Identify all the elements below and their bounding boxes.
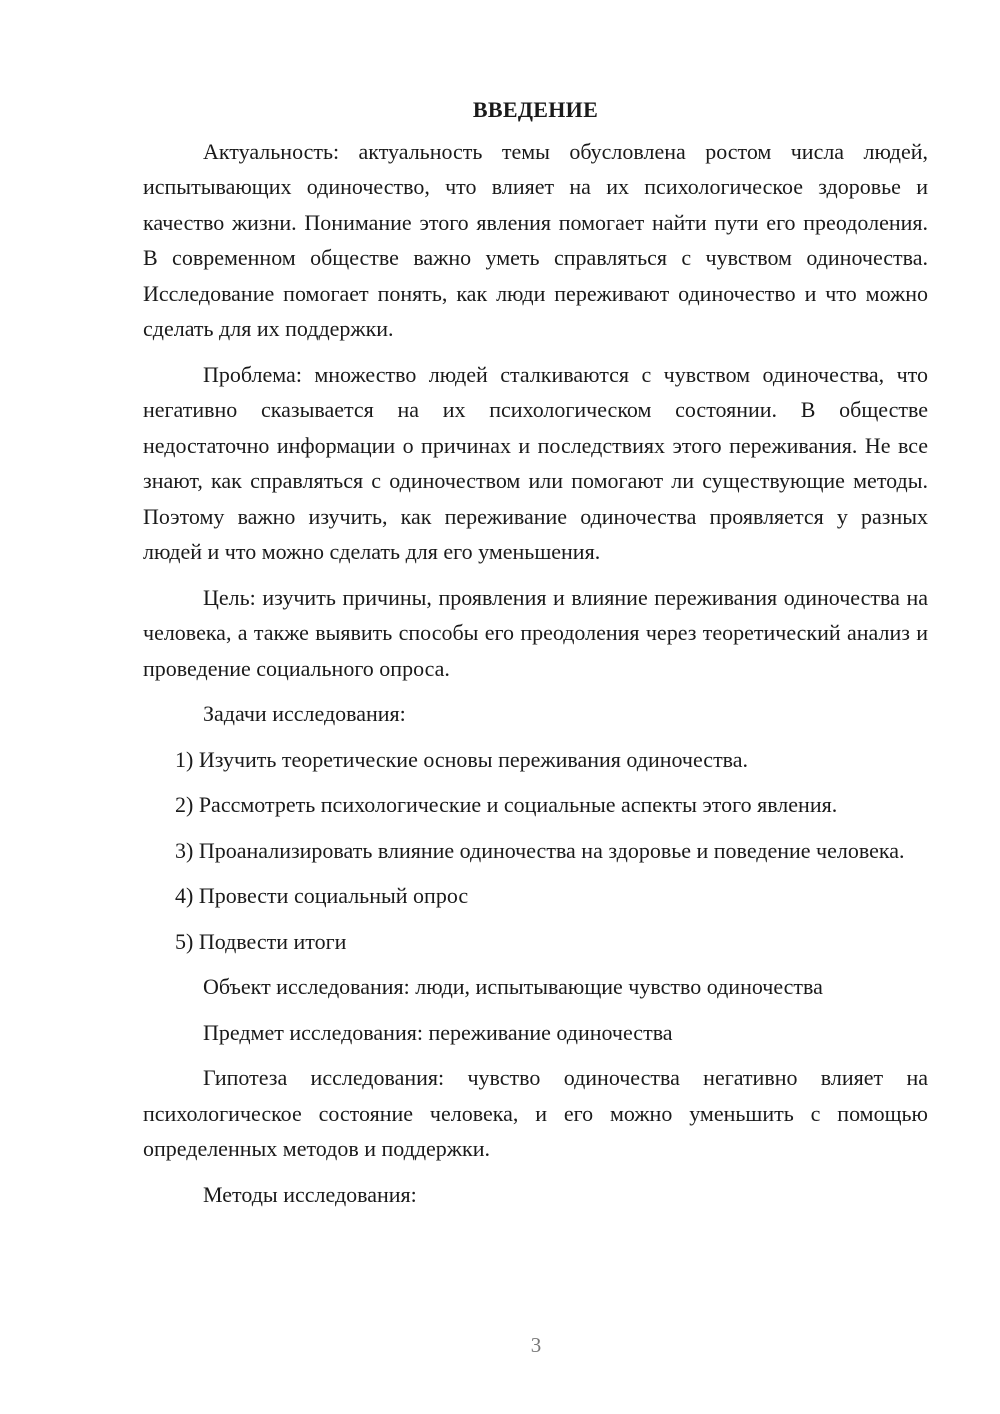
paragraph-object: Объект исследования: люди, испытывающие чувство одиночества (203, 974, 823, 999)
task-item-3: 3) Проанализировать влияние одиночества на здоровье и поведение человека. (175, 837, 905, 863)
task-item-4: 4) Провести социальный опрос (175, 883, 469, 908)
paragraph-hypothesis: Гипотеза исследования: чувство одиночества негативно влияет на психологическое состояние человека, и его можно уменьшить с помощью определенных методов и поддержки. (143, 1065, 928, 1161)
task-item-1: 1) Изучить теоретические основы переживания одиночества. (175, 746, 749, 772)
methods-heading: Методы исследования: (203, 1181, 417, 1207)
paragraph-relevance: Актуальность: актуальность темы обусловлена ростом числа людей, испытывающих одиночество, что влияет на их психологическое здоровье и качество жизни. Понимание этого явления помогает найти пути его преодоления. В современном обществе важно уметь справляться с чувством одиночества. Исследование помогает понять, как люди переживают одиночество и что можно сделать для их поддержки. (143, 138, 928, 341)
document-page (143, 92, 928, 1222)
paragraph-problem: Проблема: множество людей сталкиваются с чувством одиночества, что негативно сказывается на их психологическом состоянии. В обществе недостаточно информации о причинах и последствиях этого переживания. Не все знают, как справляться с одиночеством или помогают ли существующие методы. Поэтому важно изучить, как переживание одиночества проявляется у разных людей и что можно сделать для его уменьшения. (143, 361, 928, 564)
task-item-2: 2) Рассмотреть психологические и социальные аспекты этого явления. (175, 792, 838, 817)
task-item-5: 5) Подвести итоги (175, 928, 347, 954)
page-number: 3 (530, 1333, 542, 1357)
tasks-heading: Задачи исследования: (203, 701, 406, 726)
paragraph-subject: Предмет исследования: переживание одиночества (203, 1019, 673, 1045)
paragraph-goal: Цель: изучить причины, проявления и влияние переживания одиночества на человека, а также выявить способы его преодоления через теоретический анализ и проведение социального опроса. (143, 584, 928, 681)
section-title: ВВЕДЕНИЕ (472, 97, 599, 122)
